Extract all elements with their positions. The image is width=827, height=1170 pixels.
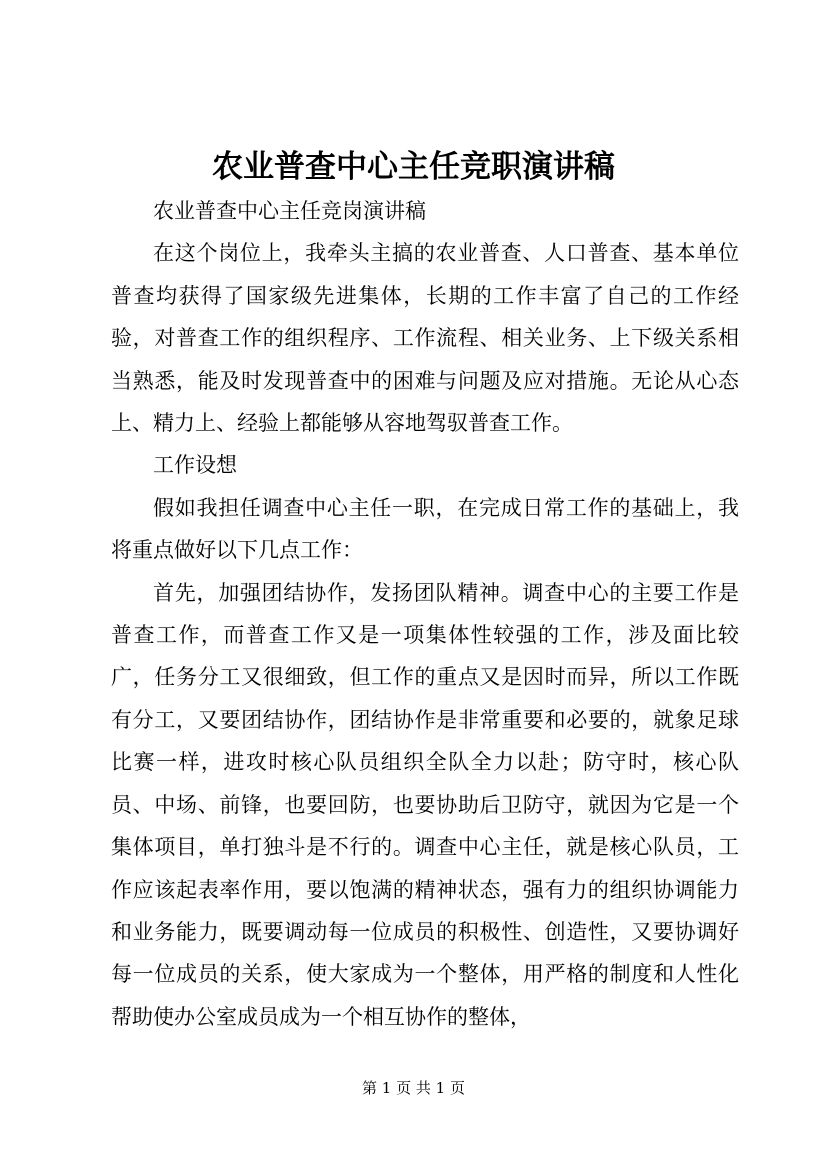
document-title: 农业普查中心主任竞职演讲稿 — [212, 149, 615, 185]
paragraph-subtitle: 农业普查中心主任竞岗演讲稿 — [153, 199, 426, 223]
paragraph-section-heading: 工作设想 — [153, 453, 237, 478]
paragraph-experience: 在这个岗位上，我牵头主搞的农业普查、人口普查、基本单位普查均获得了国家级先进集体，长期的工作丰富了自己的工作经验，对普查工作的组织程序、工作流程、相关业务、上下级关系相当熟悉，能及时发现普查中的困难与问题及应对措施。无论从心态上、精力上、经验上都能够从容地驾驭普查工作。 — [111, 241, 739, 436]
document-body — [111, 190, 739, 1038]
paragraph-teamwork: 首先，加强团结协作，发扬团队精神。调查中心的主要工作是普查工作，而普查工作又是一项集体性较强的工作，涉及面比较广，任务分工又很细致，但工作的重点又是因时而异，所以工作既有分工，又要团结协作，团结协作是非常重要和必要的，就象足球比赛一样，进攻时核心队员组织全队全力以赴；防守时，核心队员、中场、前锋，也要回防，也要协助后卫防守，就因为它是一个集体项目，单打独斗是不行的。调查中心主任，就是核心队员，工作应该起表率作用，要以饱满的精神状态，强有力的组织协调能力和业务能力，既要调动每一位成员的积极性、创造性，又要协调好每一位成员的关系，使大家成为一个整体，用严格的制度和人性化帮助使办公室成员成为一个相互协作的整体， — [111, 580, 739, 1029]
paragraph-plan-intro: 假如我担任调查中心主任一职，在完成日常工作的基础上，我将重点做好以下几点工作： — [111, 495, 739, 563]
page-number-footer: 第 1 页 共 1 页 — [362, 1079, 465, 1097]
